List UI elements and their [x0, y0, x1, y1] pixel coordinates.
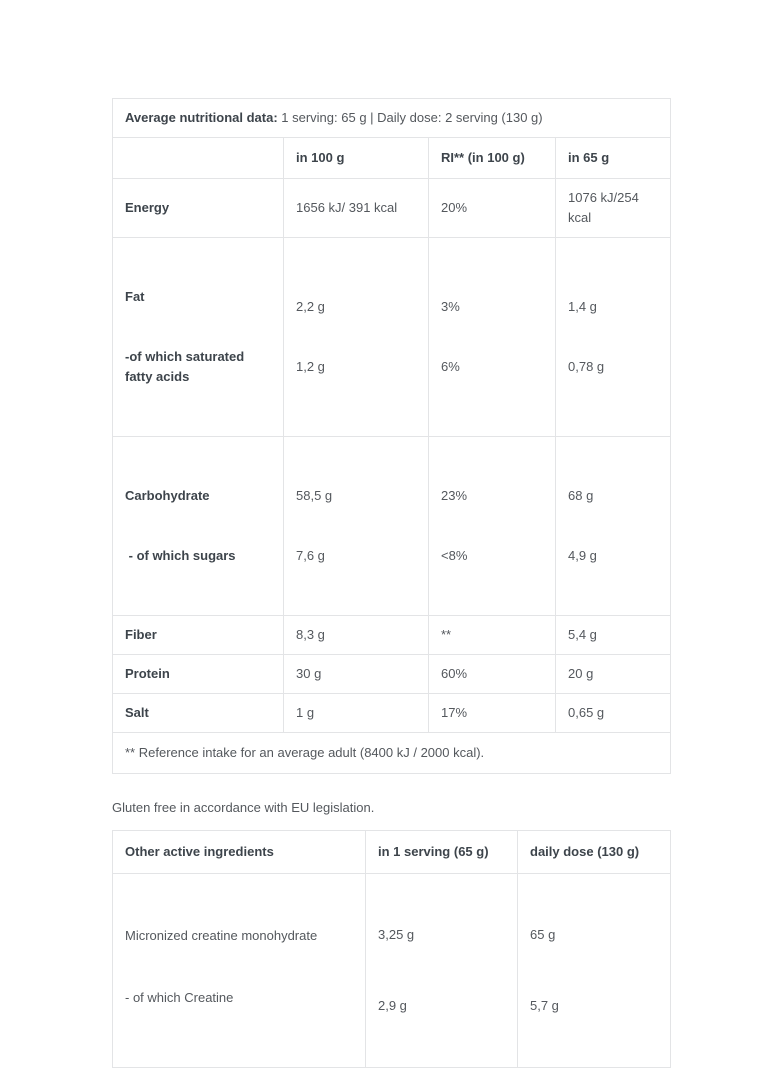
cell-ri: 3% 6%: [429, 238, 556, 437]
nutrition-table-footnote-row: [113, 733, 671, 774]
cell-in65g: 0,65 g: [556, 694, 671, 733]
row-label: Protein: [113, 655, 284, 694]
row-label: Carbohydrate - of which sugars: [113, 437, 284, 616]
column-header-in-1-serving: in 1 serving (65 g): [366, 831, 518, 874]
cell-ri: 17%: [429, 694, 556, 733]
cell-in100g: 30 g: [284, 655, 429, 694]
cell-daily-dose: 65 g 5,7 g: [518, 874, 671, 1068]
cell-in100g: 1 g: [284, 694, 429, 733]
cell-in100g: 2,2 g 1,2 g: [284, 238, 429, 437]
cell-serving: 3,25 g 2,9 g: [366, 874, 518, 1068]
table-row-fat: [113, 238, 671, 437]
table-row-energy: [113, 179, 671, 238]
cell-in65g: 1076 kJ/254 kcal: [556, 179, 671, 238]
table-row-fiber: [113, 616, 671, 655]
cell-in65g: 5,4 g: [556, 616, 671, 655]
caption-title: Average nutritional data:: [125, 110, 278, 125]
column-header-blank: [113, 138, 284, 179]
caption-serving-info: 1 serving: 65 g | Daily dose: 2 serving (130 g): [277, 110, 543, 125]
column-header-daily-dose: daily dose (130 g): [518, 831, 671, 874]
other-active-ingredients-table: [112, 830, 671, 1068]
table-row-salt: [113, 694, 671, 733]
cell-in100g: 1656 kJ/ 391 kcal: [284, 179, 429, 238]
column-header-in-65g: in 65 g: [556, 138, 671, 179]
cell-ri: 20%: [429, 179, 556, 238]
reference-intake-footnote: ** Reference intake for an average adult (8400 kJ / 2000 kcal).: [113, 733, 671, 774]
cell-ri: **: [429, 616, 556, 655]
table-row-protein: [113, 655, 671, 694]
nutrition-section: [112, 98, 670, 1068]
row-label: Fat -of which saturated fatty acids: [113, 238, 284, 437]
cell-in65g: 68 g 4,9 g: [556, 437, 671, 616]
nutrition-table-caption: [113, 99, 671, 138]
cell-in100g: 58,5 g 7,6 g: [284, 437, 429, 616]
row-label: Salt: [113, 694, 284, 733]
column-header-in-100g: in 100 g: [284, 138, 429, 179]
nutrition-table-caption-row: [113, 99, 671, 138]
column-header-ri: RI** (in 100 g): [429, 138, 556, 179]
gluten-free-note: Gluten free in accordance with EU legislation.: [112, 800, 375, 815]
cell-in65g: 1,4 g 0,78 g: [556, 238, 671, 437]
cell-in100g: 8,3 g: [284, 616, 429, 655]
nutrition-table-header-row: [113, 138, 671, 179]
row-label: Fiber: [113, 616, 284, 655]
row-label: Micronized creatine monohydrate - of which Creatine: [113, 874, 366, 1068]
ingredients-table-header-row: [113, 831, 671, 874]
cell-ri: 23% <8%: [429, 437, 556, 616]
row-label: Energy: [113, 179, 284, 238]
cell-in65g: 20 g: [556, 655, 671, 694]
table-row-carbohydrate: [113, 437, 671, 616]
nutrition-table: [112, 98, 671, 774]
cell-ri: 60%: [429, 655, 556, 694]
column-header-other-active-ingredients: Other active ingredients: [113, 831, 366, 874]
table-row-creatine: [113, 874, 671, 1068]
